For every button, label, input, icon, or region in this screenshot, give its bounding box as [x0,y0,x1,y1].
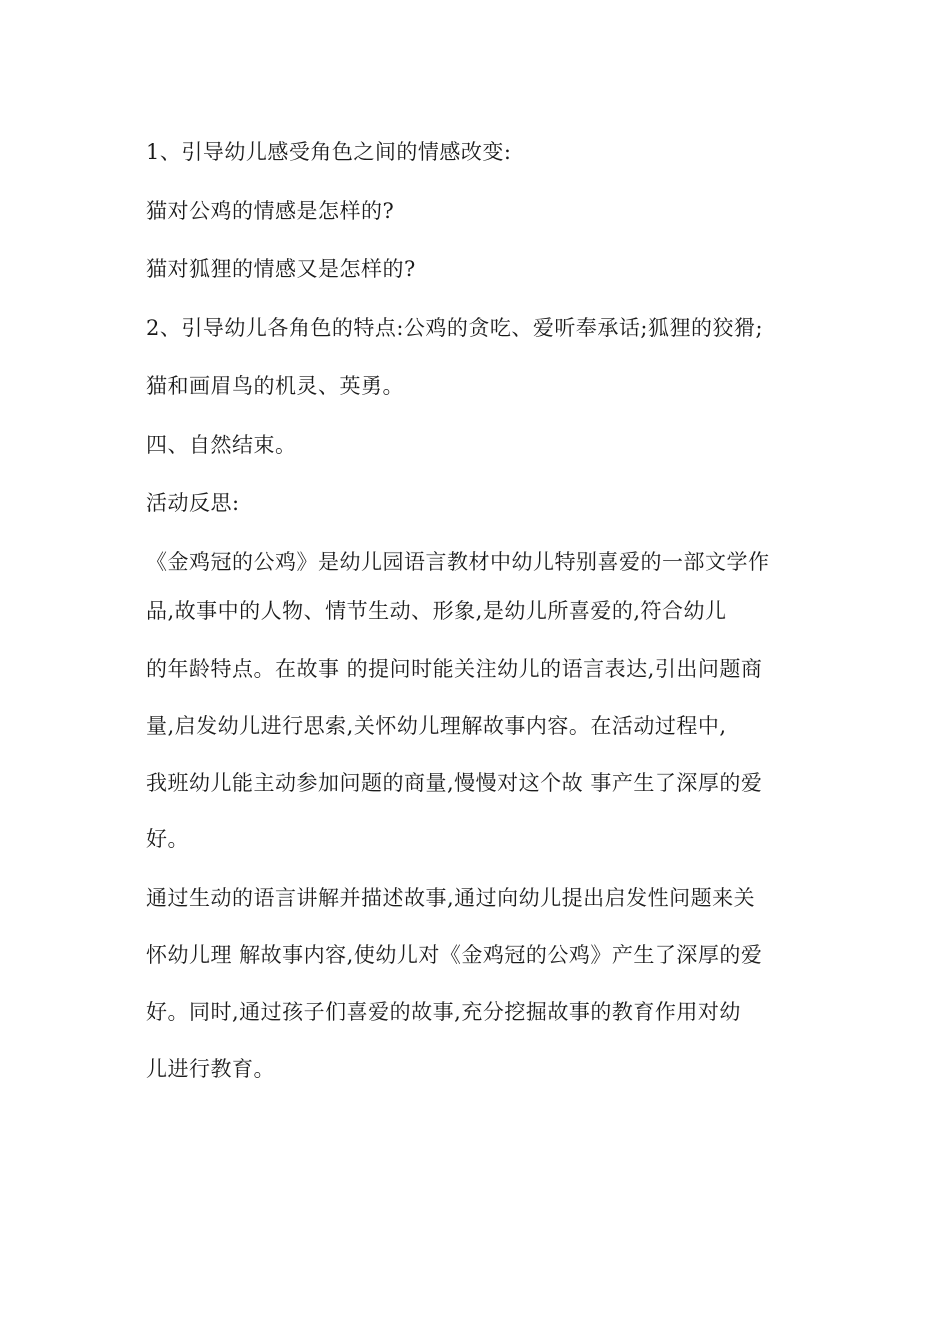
text-line: 我班幼儿能主动参加问题的商量,慢慢对这个故 事产生了深厚的爱 [146,771,763,795]
text-line: 的年龄特点。在故事 的提问时能关注幼儿的语言表达,引出问题商 [146,657,763,681]
text-line: 怀幼儿理 解故事内容,使幼儿对《金鸡冠的公鸡》产生了深厚的爱 [146,943,763,967]
text-line: 四、自然结束。 [146,433,297,457]
text-line: 好。同时,通过孩子们喜爱的故事,充分挖掘故事的教育作用对幼 [146,1000,741,1024]
text-line: 儿进行教育。 [146,1057,275,1081]
text-line: 猫和画眉鸟的机灵、英勇。 [146,374,404,398]
text-line: 1、引导幼儿感受角色之间的情感改变: [146,140,512,164]
text-line: 品,故事中的人物、情节生动、形象,是幼儿所喜爱的,符合幼儿 [146,599,727,623]
text-line: 《金鸡冠的公鸡》是幼儿园语言教材中幼儿特别喜爱的一部文学作 [146,550,770,574]
text-line: 2、引导幼儿各角色的特点:公鸡的贪吃、爱听奉承话;狐狸的狡猾; [146,316,764,340]
text-line: 猫对狐狸的情感又是怎样的? [146,257,416,281]
text-line: 猫对公鸡的情感是怎样的? [146,199,395,223]
text-line: 好。 [146,827,189,851]
text-line: 量,启发幼儿进行思索,关怀幼儿理解故事内容。在活动过程中, [146,714,727,738]
text-line: 通过生动的语言讲解并描述故事,通过向幼儿提出启发性问题来关 [146,886,756,910]
text-line: 活动反思: [146,491,240,515]
